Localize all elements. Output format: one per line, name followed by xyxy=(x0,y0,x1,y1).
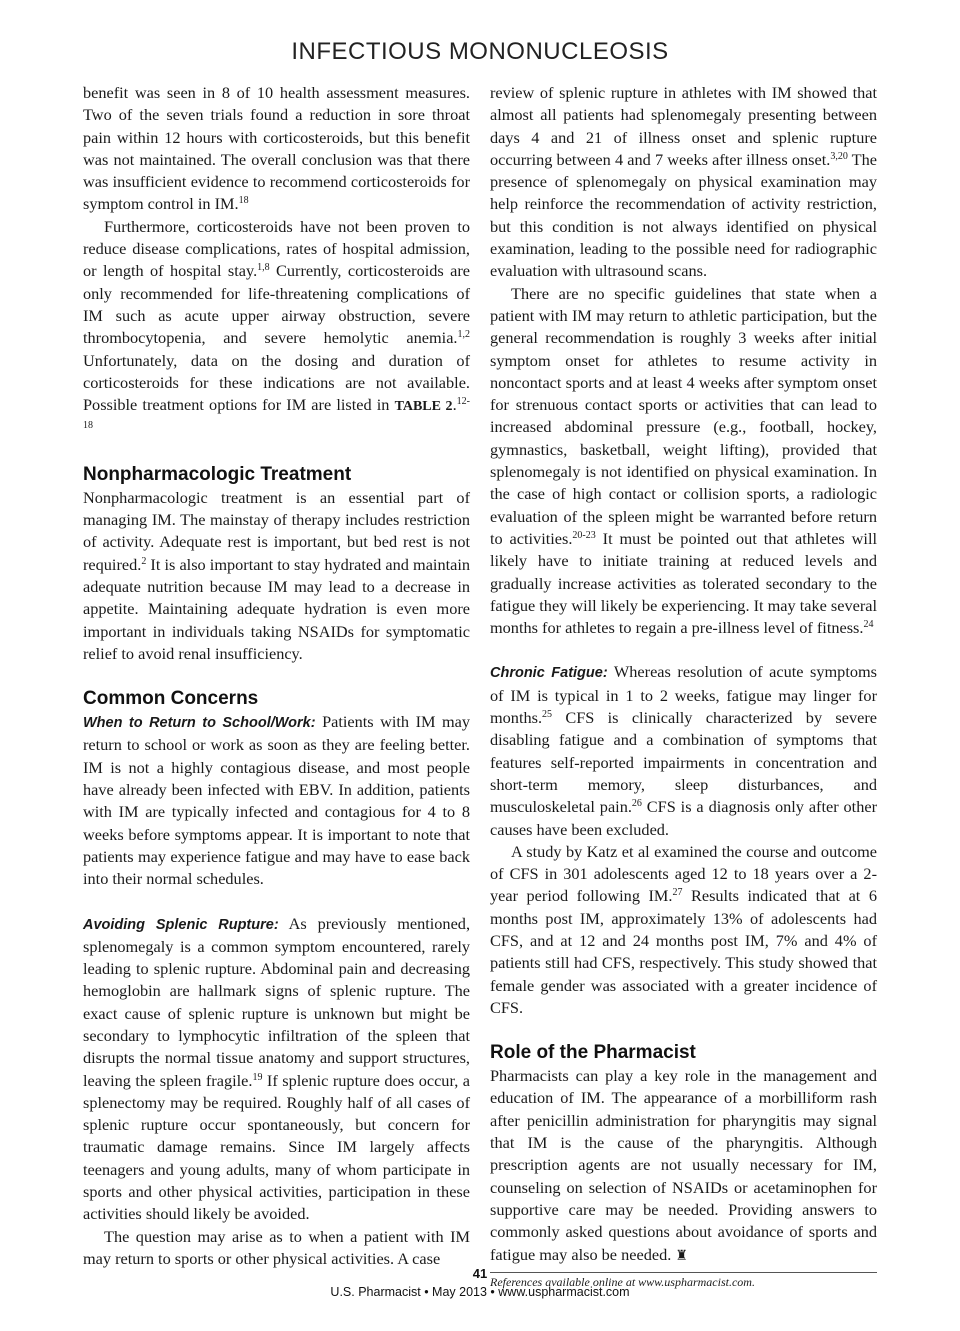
paragraph-splenic-rupture: Avoiding Splenic Rupture: As previously mentioned, splenomegaly is a common symptom encountered, rarely leading to splenic rupture. Abdominal pain and decreasing hemoglobin are hallmark signs of splenic rupture. The exact cause of splenic rupture is unknown but might be secondary to lymphocytic infiltration of the spleen that disrupts the normal tissue anatomy and support structures, leaving the spleen fragile.$^{19}$ If splenic rupture does occur, a splenectomy may be required. Roughly half of all cases of splenic rupture occur spontaneously, but concern for traumatic damage remains. Since IM largely affects teenagers and young adults, many of whom participate in sports and other physical activities, participation in these activities should likely be avoided. xyxy=(83,913,471,1224)
paragraph-return-to-sports-question: The question may arise as to when a patient with IM may return to sports or other physical activities. A case xyxy=(83,1226,470,1268)
left-column xyxy=(83,82,470,1270)
heading-common-concerns: Common Concerns xyxy=(83,688,259,710)
page-number: 41 xyxy=(472,1266,488,1281)
paragraph-splenic-case-review: review of splenic rupture in athletes with IM showed that almost all patients had splenomegaly presenting between days 4 and 21 of illness onset and splenic rupture occurring between 4 and 7 weeks after illness onset.$^{3,20}$ The presence of splenomegaly on physical examination may help reinforce the recommendation of activity restriction, but this condition is not always identified on physical examination, leading to the possible need for radiographic evaluation with ultrasound scans. xyxy=(490,83,877,281)
paragraph-corticosteroid-trials: benefit was seen in 8 of 10 health assessment measures. Two of the seven trials found a reduction in sore throat pain within 12 hours with corticosteroids, but this benefit was not maintained. The overall conclusion was that there was insufficient evidence to recommend corticosteroids for symptom control in IM.$^{18}$ xyxy=(83,83,470,214)
publication-footer: U.S. Pharmacist • May 2013 • www.uspharmacist.com xyxy=(330,1285,630,1299)
heading-nonpharmacologic-treatment: Nonpharmacologic Treatment xyxy=(83,463,352,485)
paragraph-nonpharmacologic: Nonpharmacologic treatment is an essential part of managing IM. The mainstay of therapy includes restriction of activity. Adequate rest is important, but bed rest is not required.$^2$ It is also important to stay hydrated and maintain adequate nutrition because IM may lead to a decrease in appetite. Maintaining adequate hydration is even more important in individuals taking NSAIDs for symptomatic relief to avoid renal insufficiency. xyxy=(83,487,470,663)
paragraph-corticosteroid-indications: Furthermore, corticosteroids have not been proven to reduce disease complications, rates of hospital admission, or length of hospital stay.$^{1,8}$ Currently, corticosteroids are only recommended for life-threatening complications of IM such as acute upper airway obstruction, severe thrombocytopenia, and severe hemolytic anemia.$^{1,2}$ Unfortunately, data on the dosing and duration of corticosteroids for these indications are not available. Possible treatment options for IM are listed in TABLE 2.$^{12-18}$ xyxy=(83,216,470,432)
table-2-reference[interactable]: TABLE 2 xyxy=(394,399,453,415)
paragraph-chronic-fatigue: Chronic Fatigue: Whereas resolution of acute symptoms of IM is typical in 1 to 2 weeks, fatigue may linger for months.$^{25}$ CFS is clinically characterized by severe disabling fatigue and a combination of symptoms that features self-reported impairments in concentration and short-term memory, sleep disturbances, and musculoskeletal pain.$^{26}$ CFS is a diagnosis only after other causes have been excluded. xyxy=(490,662,877,839)
paragraph-athletic-participation: There are no specific guidelines that state when a patient with IM may return to athletic participation, but the general recommendation is roughly 3 weeks after initial symptom onset for athletes to resume activity in noncontact sports and at least 4 weeks after symptom onset for strenuous contact sports or activities that can lead to increased abdominal pressure (e.g., football, hockey, gymnastics, basketball, weight lifting), provided that splenomegaly is not identified on physical examination. In the case of high contact or collision sports, a radiologic evaluation of the spleen might be warranted before return to activities.$^{20-23}$ It must be pointed out that athletes will likely have to initiate training at reduced levels and gradually increase activities as tolerated secondary to the fatigue they will likely be experiencing. It may take several months for athletes to regain a pre-illness level of fitness.$^{24}$ xyxy=(490,283,877,638)
end-of-article-icon: ♜ xyxy=(675,1248,688,1264)
paragraph-return-to-school: When to Return to School/Work: Patients with IM may return to school or work as soon as they are feeling better. IM is not a highly contagious disease, and most people have already been infected with EBV. In addition, patients with IM are typically infected and contagious for 4 to 8 weeks before symptoms appear. It is important to note that patients may experience fatigue and may have to ease back into their normal schedules. xyxy=(83,712,470,889)
page-header-title: INFECTIOUS MONONUCLEOSIS xyxy=(291,38,669,65)
paragraph-katz-study: A study by Katz et al examined the course and outcome of CFS in 301 adolescents aged 12 to 18 years over a 2-year period following IM.$^{27}$ Results indicated that at 6 months post IM, approximately 13% of adolescents had CFS, and at 12 and 24 months post IM, 7% and 4% of patients still had CFS, respectively. This study showed that female gender was associated with a greater incidence of CFS. xyxy=(490,841,877,1017)
heading-role-of-pharmacist: Role of the Pharmacist xyxy=(490,1042,696,1064)
right-column xyxy=(490,82,877,1291)
paragraph-role-of-pharmacist: Pharmacists can play a key role in the management and education of IM. The appearance of a morbilliform rash after penicillin administration for pharyngitis may signal that IM is the cause of the pharyngitis. Although prescription agents are not usually necessary for IM, counseling on selection of NSAIDs or acetaminophen for supportive care may be needed. Providing answers to commonly asked questions about avoidance of sports and fatigue may also be needed. ♜ xyxy=(490,1066,877,1264)
references-note[interactable]: References available online at www.uspharmacist.com. xyxy=(490,1274,755,1289)
